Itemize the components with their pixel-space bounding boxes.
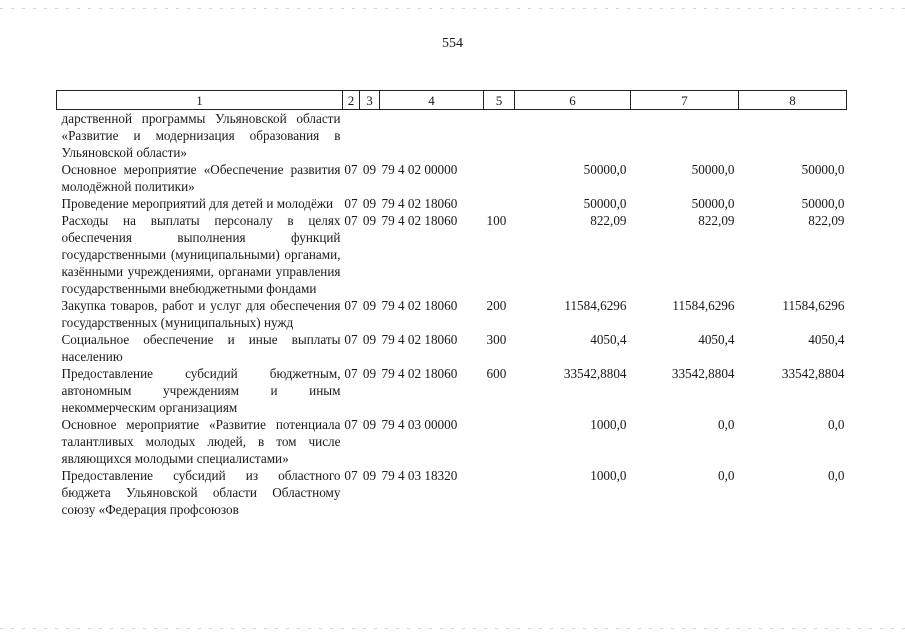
amount-col6-cell [515, 110, 631, 162]
page-number: 554 [442, 36, 463, 51]
expense-type-cell: 200 [486, 298, 507, 313]
section-code-cell: 07 [344, 417, 358, 432]
amount-col6-cell: 1000,0 [590, 468, 627, 483]
expense-type-cell [484, 467, 515, 518]
table-row [57, 365, 847, 416]
section-code-cell: 07 [344, 468, 358, 483]
budget-table [56, 90, 847, 518]
target-article-cell: 79 4 02 18060 [381, 213, 458, 228]
amount-col7-cell: 50000,0 [691, 162, 735, 177]
amount-col8-cell: 50000,0 [801, 162, 845, 177]
row-name-cell: Предоставление субсидий из областного бюджета Ульяновской области Областному союзу «Федерация профсоюзов [61, 468, 341, 517]
section-code-cell: 07 [344, 298, 358, 313]
row-name-cell: Расходы на выплаты персоналу в целях обеспечения выполнения функций государственными (муниципальными) органами, казёнными учреждениями, органами управления государственными внебюджетными фондами [61, 213, 341, 296]
amount-col7-cell [631, 110, 739, 162]
target-article-cell: 79 4 02 18060 [381, 196, 458, 211]
section-code-cell: 07 [344, 366, 358, 381]
expense-type-cell: 600 [486, 366, 507, 381]
amount-col8-cell: 0,0 [828, 468, 845, 483]
scan-artifact-bottom [0, 628, 905, 629]
section-code-cell: 07 [344, 196, 358, 211]
subsection-code-cell: 09 [362, 162, 377, 177]
target-article-cell: 79 4 02 18060 [381, 298, 458, 313]
column-header: 3 [360, 91, 380, 110]
subsection-code-cell: 09 [362, 468, 377, 483]
amount-col8-cell [739, 110, 847, 162]
subsection-code-cell: 09 [362, 196, 377, 211]
table-row [57, 467, 847, 518]
subsection-code-cell [360, 110, 380, 162]
amount-col7-cell: 33542,8804 [671, 366, 735, 381]
subsection-code-cell: 09 [362, 213, 377, 228]
table-row [57, 212, 847, 297]
column-header: 8 [739, 91, 847, 110]
table-header-row [57, 91, 847, 110]
amount-col6-cell: 50000,0 [583, 196, 627, 211]
table-row [57, 110, 847, 162]
amount-col6-cell: 1000,0 [590, 417, 627, 432]
amount-col7-cell: 11584,6296 [672, 298, 735, 313]
subsection-code-cell: 09 [362, 332, 377, 347]
target-article-cell: 79 4 03 18320 [381, 468, 458, 483]
column-header: 5 [484, 91, 515, 110]
section-code-cell: 07 [344, 332, 358, 347]
amount-col7-cell: 822,09 [698, 213, 735, 228]
table-row [57, 416, 847, 467]
subsection-code-cell: 09 [362, 417, 377, 432]
row-name-cell: Основное мероприятие «Обеспечение развития молодёжной политики» [61, 162, 341, 194]
target-article-cell [380, 110, 484, 162]
row-name-cell: дарственной программы Ульяновской области «Развитие и модернизация образования в Ульяновской области» [61, 111, 341, 160]
table-row [57, 161, 847, 195]
amount-col8-cell: 822,09 [808, 213, 845, 228]
amount-col8-cell: 50000,0 [801, 196, 845, 211]
amount-col8-cell: 0,0 [828, 417, 845, 432]
target-article-cell: 79 4 02 00000 [381, 162, 458, 177]
target-article-cell: 79 4 02 18060 [381, 366, 458, 381]
amount-col6-cell: 4050,4 [590, 332, 627, 347]
amount-col6-cell: 11584,6296 [564, 298, 627, 313]
scan-artifact-top [0, 8, 905, 9]
amount-col7-cell: 50000,0 [691, 196, 735, 211]
amount-col7-cell: 4050,4 [698, 332, 735, 347]
amount-col6-cell: 50000,0 [583, 162, 627, 177]
target-article-cell: 79 4 02 18060 [381, 332, 458, 347]
row-name-cell: Проведение мероприятий для детей и молодёжи [61, 196, 334, 211]
table-row [57, 195, 847, 212]
expense-type-cell [484, 416, 515, 467]
column-header: 2 [343, 91, 360, 110]
row-name-cell: Основное мероприятие «Развитие потенциала талантливых молодых людей, в том числе являющихся молодыми специалистами» [61, 417, 341, 466]
expense-type-cell [484, 161, 515, 195]
column-header: 7 [631, 91, 739, 110]
amount-col8-cell: 4050,4 [808, 332, 845, 347]
table-row [57, 331, 847, 365]
row-name-cell: Предоставление субсидий бюджетным, автономным учреждениям и иным некоммерческим организациям [61, 366, 341, 415]
target-article-cell: 79 4 03 00000 [381, 417, 458, 432]
column-header: 4 [380, 91, 484, 110]
column-header: 1 [57, 91, 343, 110]
amount-col8-cell: 33542,8804 [781, 366, 845, 381]
amount-col8-cell: 11584,6296 [782, 298, 845, 313]
section-code-cell: 07 [344, 213, 358, 228]
row-name-cell: Закупка товаров, работ и услуг для обеспечения государственных (муниципальных) нужд [61, 298, 341, 330]
subsection-code-cell: 09 [362, 298, 377, 313]
amount-col7-cell: 0,0 [718, 417, 735, 432]
amount-col6-cell: 822,09 [590, 213, 627, 228]
table-row [57, 297, 847, 331]
column-header: 6 [515, 91, 631, 110]
amount-col6-cell: 33542,8804 [563, 366, 627, 381]
amount-col7-cell: 0,0 [718, 468, 735, 483]
row-name-cell: Социальное обеспечение и иные выплаты населению [61, 332, 341, 364]
subsection-code-cell: 09 [362, 366, 377, 381]
section-code-cell [343, 110, 360, 162]
expense-type-cell: 100 [486, 213, 507, 228]
section-code-cell: 07 [344, 162, 358, 177]
expense-type-cell [484, 110, 515, 162]
expense-type-cell: 300 [486, 332, 507, 347]
expense-type-cell [484, 195, 515, 212]
